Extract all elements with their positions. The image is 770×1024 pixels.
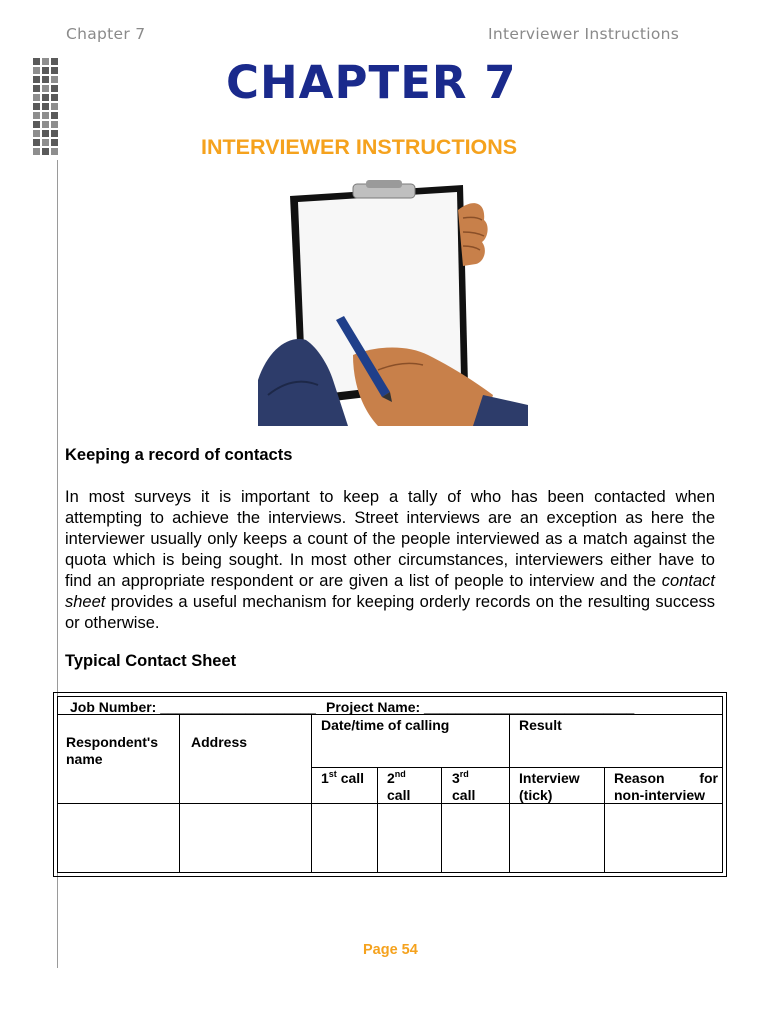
body-paragraph [65,487,715,634]
reason-word: non-interview [614,787,706,803]
paragraph-emphasis: contact sheet [65,572,715,611]
table-frame [57,696,723,873]
second-call-header [387,770,427,804]
reason-word: Reason [614,770,665,786]
interview-tick-header: Interview (tick) [519,770,580,803]
reason-non-interview-header [614,770,718,804]
chapter-title: CHAPTER 7 [226,56,517,109]
call-number: 2 [387,770,395,786]
table-rule [509,714,510,872]
paragraph-text: provides a useful mechanism for keeping orderly records on the resulting success or otherwise. [65,593,715,632]
call-number: 3 [452,770,460,786]
decorative-squares-icon [33,58,59,157]
address-header: Address [191,734,248,750]
call-number: 1 [321,770,329,786]
first-call-header [321,770,364,787]
chapter-subtitle: INTERVIEWER INSTRUCTIONS [201,135,518,159]
project-name-label: Project Name: ___________________________ [326,699,635,715]
job-number-label: Job Number: ____________________ [70,699,316,715]
section-heading: Keeping a record of contacts [65,446,293,464]
call-ordinal: nd [394,769,406,779]
table-rule [604,767,605,872]
result-header: Result [519,717,562,733]
table-rule [311,767,722,768]
table-rule [179,714,180,872]
running-header-right: Interviewer Instructions [488,25,680,43]
table-rule [377,767,378,872]
section-heading: Typical Contact Sheet [65,652,237,670]
call-word: call [387,787,411,803]
running-header-left: Chapter 7 [66,25,146,43]
date-time-header: Date/time of calling [321,717,450,733]
call-ordinal: st [328,769,337,779]
call-word: call [452,787,476,803]
respondent-name-header: Respondent's name [66,734,159,767]
table-rule [311,714,312,872]
third-call-header [452,770,492,804]
call-word: call [336,770,365,786]
clipboard-hand-icon [258,180,528,426]
page-number: Page 54 [363,942,418,958]
paragraph-text: In most surveys it is important to keep a tally of who has been contacted when attempting to achieve the interviews. Street interviews are an exception as here the interviewer usually only keeps a count of the people interviewed as a match against the quota which is being sought. In most other circumstances, interviewers either have to find an appropriate respondent or are given a list of people to interview and the [65,488,715,590]
call-ordinal: rd [459,769,469,779]
reason-word: for [699,770,718,786]
contact-sheet-table [53,692,727,877]
table-rule [441,767,442,872]
